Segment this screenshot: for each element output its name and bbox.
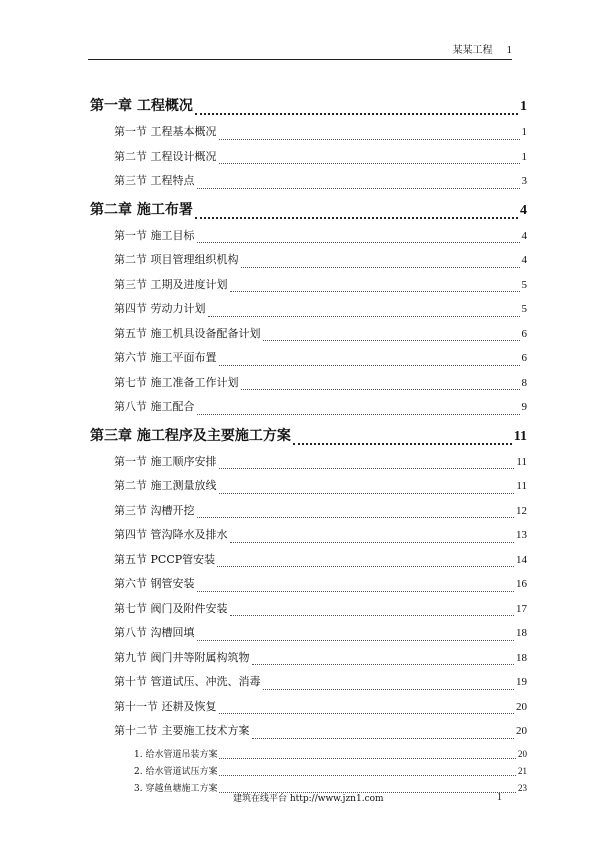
toc-entry-label: 1. 给水管道吊装方案 [134,749,218,760]
toc-entry-page-number: 11 [516,480,527,492]
toc-entry-page-number: 13 [516,529,527,541]
toc-entry-section[interactable] [90,673,527,698]
toc-entry-label: 第三节 工期及进度计划 [114,277,228,291]
dot-leader [219,468,515,469]
toc-entry-section[interactable] [90,398,527,423]
toc-entry-page-number: 16 [516,578,527,590]
toc-entry-section[interactable] [90,123,527,148]
toc-entry-label: 第一节 施工顺序安排 [114,454,217,468]
dot-leader [219,365,520,366]
toc-entry-label: 第六节 钢管安装 [114,577,195,590]
toc-entry-label: 第七节 阀门及附件安装 [114,601,228,615]
toc-entry-label: 第八节 沟槽回填 [114,626,195,639]
dot-leader [263,340,520,341]
toc-entry-page-number: 1 [520,99,527,114]
dot-leader [252,664,515,665]
toc-entry-label: 第一节 施工目标 [114,228,195,242]
toc-entry-label: 第四节 管沟降水及排水 [114,528,228,541]
dot-leader [219,139,520,140]
toc-entry-label: 第三节 沟槽开挖 [114,503,195,517]
toc-entry-section[interactable] [90,325,527,350]
toc-entry-section[interactable] [90,624,527,649]
toc-entry-page-number: 5 [521,278,527,291]
toc-entry-label: 第七节 施工准备工作计划 [114,375,239,389]
toc-entry-section[interactable] [90,300,527,325]
dot-leader [197,517,515,518]
dot-leader [219,775,516,776]
toc-entry-section[interactable] [90,148,527,173]
toc-entry-page-number: 6 [521,327,527,340]
toc-entry-page-number: 11 [513,428,527,444]
toc-entry-page-number: 20 [516,700,527,713]
toc-entry-section[interactable] [90,251,527,276]
page-footer [88,789,512,805]
toc-entry-label: 第三节 工程特点 [114,174,195,187]
toc-entry-section[interactable] [90,502,527,527]
toc-entry-page-number: 4 [521,254,527,266]
toc-entry-page-number: 5 [521,303,527,315]
toc-entry-label: 第一章 工程概况 [90,98,193,114]
toc-entry-label: 第八节 施工配合 [114,400,195,413]
toc-entry-section[interactable] [90,698,527,723]
toc-entry-section[interactable] [90,551,527,576]
dot-leader [252,738,515,739]
toc-entry-page-number: 1 [521,150,527,163]
toc-entry-label: 第二节 项目管理组织机构 [114,253,239,266]
toc-entry-page-number: 12 [516,504,527,517]
footer-site-text: 建筑在线平台 http://www.jzn1.com [233,793,384,804]
dot-leader [217,566,514,567]
toc-entry-page-number: 20 [518,748,527,759]
toc-entry-section[interactable] [90,276,527,301]
toc-entry-section[interactable] [90,600,527,625]
toc-entry-page-number: 4 [520,202,527,218]
toc-entry-sub[interactable] [90,747,527,764]
toc-entry-section[interactable] [90,575,527,600]
toc-entry-page-number: 18 [516,651,527,664]
toc-entry-page-number: 17 [516,602,527,615]
toc-entry-page-number: 18 [516,627,527,639]
toc-entry-section[interactable] [90,374,527,399]
header-page-number: 1 [506,44,512,56]
dot-leader [197,591,515,592]
dot-leader [197,640,515,641]
toc-entry-label: 第十一节 还耕及恢复 [114,699,217,713]
toc-entry-section[interactable] [90,227,527,252]
toc-entry-label: 第四节 劳动力计划 [114,302,206,315]
toc-entry-page-number: 14 [516,553,527,566]
toc-entry-label: 第二章 施工布署 [90,201,193,218]
toc-entry-page-number: 6 [521,352,527,364]
toc-entry-page-number: 9 [521,401,527,413]
toc-entry-section[interactable] [90,453,527,478]
toc-entry-label: 第三章 施工程序及主要施工方案 [90,427,291,444]
dot-leader [241,267,520,268]
toc-entry-chapter[interactable] [90,425,527,453]
toc-entry-label: 第二节 施工测量放线 [114,479,217,492]
dot-leader [219,713,515,714]
toc-entry-section[interactable] [90,526,527,551]
toc-entry-section[interactable] [90,722,527,747]
toc-entry-sub[interactable] [90,764,527,781]
toc-entry-label: 第一节 工程基本概况 [114,125,217,138]
toc-entry-label: 第五节 施工机具设备配备计划 [114,326,261,340]
dot-leader [230,615,515,616]
dot-leader [263,689,515,690]
toc-entry-page-number: 20 [516,725,527,737]
toc-entry-page-number: 1 [521,126,527,138]
dot-leader [208,316,520,317]
toc-entry-label: 第二节 工程设计概况 [114,149,217,163]
table-of-contents [90,93,527,798]
toc-entry-chapter[interactable] [90,95,527,123]
toc-entry-section[interactable] [90,172,527,197]
toc-entry-page-number: 8 [521,376,527,389]
dot-leader [195,217,518,219]
toc-entry-page-number: 23 [518,782,527,793]
dot-leader [230,542,515,543]
dot-leader [219,758,516,759]
toc-entry-page-number: 3 [521,175,527,187]
toc-entry-page-number: 21 [518,765,527,776]
toc-entry-page-number: 4 [521,229,527,242]
dot-leader [219,163,520,164]
toc-entry-label: 第六节 施工平面布置 [114,351,217,364]
dot-leader [195,113,518,115]
toc-entry-section[interactable] [90,649,527,674]
toc-entry-label: 第十节 管道试压、冲洗、消毒 [114,675,261,688]
toc-entry-section[interactable] [90,477,527,502]
header-title: 某某工程 [452,45,493,56]
toc-entry-label: 第五节 PCCP管安装 [114,552,216,566]
toc-entry-section[interactable] [90,349,527,374]
toc-entry-chapter[interactable] [90,199,527,227]
footer-page-number: 1 [497,791,502,803]
dot-leader [219,493,515,494]
toc-entry-label: 2. 给水管道试压方案 [134,766,218,777]
toc-entry-label: 第九节 阀门井等附属构筑物 [114,650,250,664]
toc-entry-page-number: 11 [516,455,527,468]
toc-entry-page-number: 19 [516,676,527,688]
page-header [88,38,512,60]
dot-leader [230,291,520,292]
toc-entry-label: 3. 穿越鱼塘施工方案 [134,783,218,794]
dot-leader [197,414,520,415]
toc-entry-label: 第十二节 主要施工技术方案 [114,724,250,737]
dot-leader [241,389,520,390]
dot-leader [197,188,520,189]
dot-leader [197,242,520,243]
dot-leader [293,443,512,445]
